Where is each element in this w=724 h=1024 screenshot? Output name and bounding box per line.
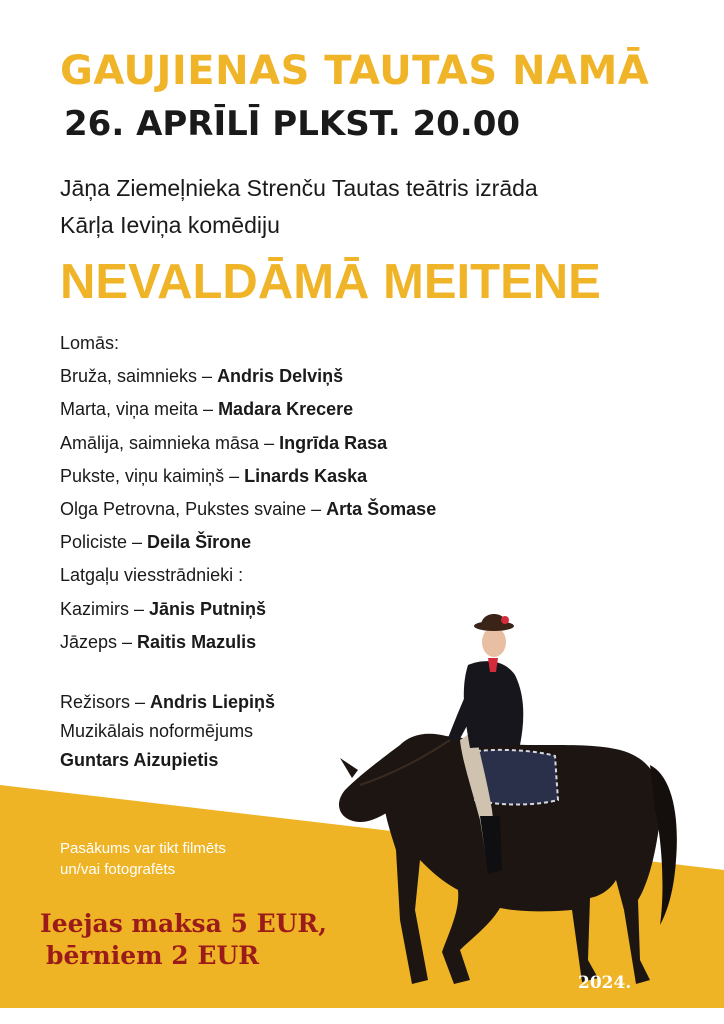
actor-name: Linards Kaska bbox=[244, 465, 368, 486]
actor-name: Ingrīda Rasa bbox=[279, 432, 388, 453]
play-author-line: Kārļa Ieviņa komēdiju bbox=[60, 212, 280, 238]
roles-heading: Lomās: bbox=[60, 333, 120, 353]
cast-row: Olga Petrovna, Pukstes svaine – Arta Šomase bbox=[60, 498, 437, 519]
cast-row: Bruža, saimnieks – Andris Delviņš bbox=[60, 366, 344, 387]
actor-name: Andris Delviņš bbox=[217, 366, 344, 387]
crew-list bbox=[60, 692, 275, 779]
venue-heading: GAUJIENAS TAUTAS NAMĀ bbox=[60, 48, 650, 94]
cast-row: Policiste – Deila Šīrone bbox=[60, 532, 252, 553]
year-label: 2024. bbox=[578, 973, 632, 993]
actor-name: Madara Krecere bbox=[218, 399, 354, 420]
actor-name: Deila Šīrone bbox=[147, 532, 252, 553]
event-datetime: 26. APRĪLĪ PLKST. 20.00 bbox=[64, 104, 521, 144]
cast-row: Jāzeps – Raitis Mazulis bbox=[60, 631, 257, 652]
filming-notice: Pasākums var tikt filmēts un/vai fotografēts bbox=[60, 840, 226, 878]
cast-row: Marta, viņa meita – Madara Krecere bbox=[60, 399, 354, 420]
actor-name: Jānis Putniņš bbox=[149, 598, 267, 619]
ticket-price: Ieejas maksa 5 EUR, bērniem 2 EUR bbox=[40, 909, 327, 970]
director-name: Andris Liepiņš bbox=[150, 692, 276, 712]
show-title: NEVALDĀMĀ MEITENE bbox=[60, 255, 601, 309]
music-label: Muzikālais noformējums bbox=[60, 721, 254, 741]
group-heading: Latgaļu viesstrādnieki : bbox=[60, 565, 244, 586]
director-row: Režisors – Andris Liepiņš bbox=[60, 692, 276, 712]
cast-row: Amālija, saimnieka māsa – Ingrīda Rasa bbox=[60, 432, 388, 453]
actor-name: Raitis Mazulis bbox=[137, 631, 257, 652]
cast-row: Pukste, viņu kaimiņš – Linards Kaska bbox=[60, 465, 368, 486]
theatre-line: Jāņa Ziemeļnieka Strenču Tautas teātris izrāda bbox=[60, 175, 538, 201]
cast-row: Kazimirs – Jānis Putniņš bbox=[60, 598, 267, 619]
actor-name: Arta Šomase bbox=[326, 498, 437, 519]
horse-rider-illustration bbox=[320, 580, 700, 1010]
music-name: Guntars Aizupietis bbox=[60, 750, 219, 770]
